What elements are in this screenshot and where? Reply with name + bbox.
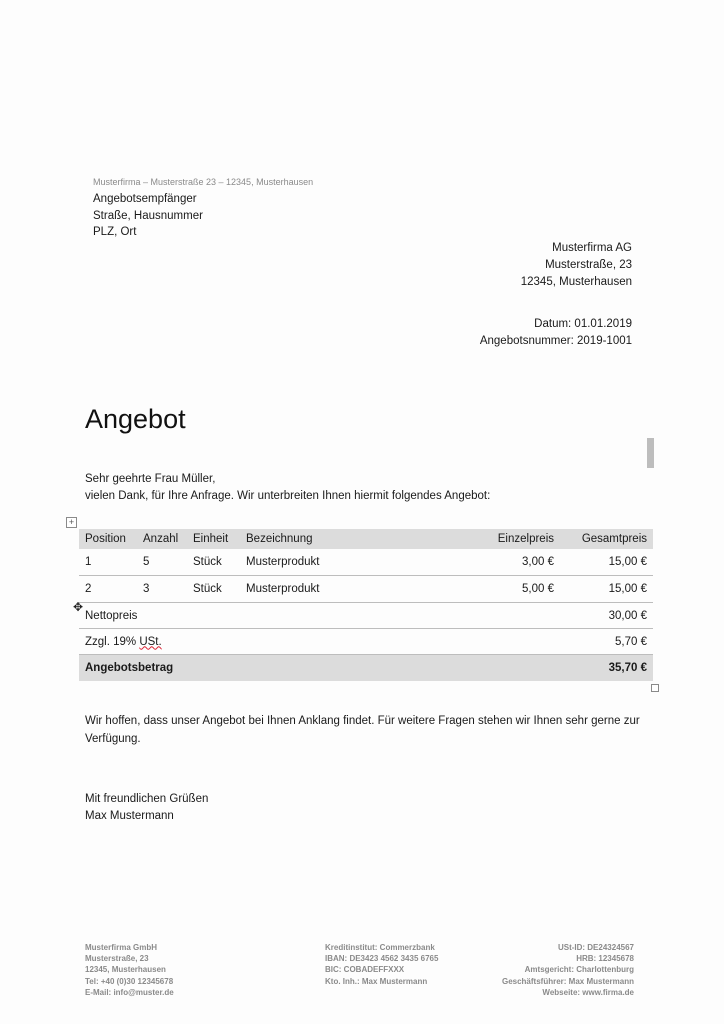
- recipient-name: Angebotsempfänger: [93, 193, 197, 205]
- total-value: 35,70 €: [560, 655, 653, 682]
- table-row: [79, 576, 653, 603]
- cell-bezeichnung: Musterprodukt: [240, 576, 470, 603]
- cell-anzahl: 3: [137, 576, 187, 603]
- footer-line: Kreditinstitut: Commerzbank: [325, 943, 435, 952]
- header-gesamtpreis: Gesamtpreis: [560, 529, 653, 549]
- footer-line: HRB: 12345678: [576, 954, 634, 964]
- footer-legal: [502, 942, 634, 998]
- sender-return-line: Musterfirma – Musterstraße 23 – 12345, Musterhausen: [93, 177, 314, 187]
- total-row: [79, 655, 653, 682]
- table-header-row: [79, 529, 653, 549]
- vat-label-prefix: Zzgl. 19%: [85, 635, 140, 648]
- offer-table: [79, 529, 653, 681]
- company-address: [521, 240, 632, 291]
- footer-line: IBAN: DE3423 4562 3435 6765: [325, 954, 439, 964]
- vat-label: [79, 629, 560, 655]
- move-icon[interactable]: ✥: [73, 600, 84, 614]
- cell-einzelpreis: 3,00 €: [470, 549, 560, 576]
- table-row: [79, 549, 653, 576]
- greeting: [85, 791, 208, 825]
- footer-line: Webseite: www.firma.de: [542, 987, 634, 997]
- cell-gesamtpreis: 15,00 €: [560, 549, 653, 576]
- scrollbar-thumb[interactable]: [647, 438, 654, 468]
- company-name: Musterfirma AG: [552, 242, 632, 254]
- header-bezeichnung: Bezeichnung: [240, 529, 470, 549]
- recipient-address: [93, 191, 203, 241]
- vat-label-ust: USt.: [139, 635, 162, 648]
- signature-name: Max Mustermann: [85, 810, 174, 822]
- salutation: Sehr geehrte Frau Müller,: [85, 473, 216, 485]
- header-position: Position: [79, 529, 137, 549]
- cell-einheit: Stück: [187, 576, 240, 603]
- intro-text: [85, 471, 490, 505]
- footer-line: Musterfirma GmbH: [85, 943, 158, 952]
- footer-line: USt-ID: DE24324567: [557, 943, 634, 952]
- header-einzelpreis: Einzelpreis: [470, 529, 560, 549]
- cell-einzelpreis: 5,00 €: [470, 576, 560, 603]
- header-einheit: Einheit: [187, 529, 240, 549]
- footer-line: 12345, Musterhausen: [85, 965, 166, 975]
- footer-line: Musterstraße, 23: [85, 954, 149, 964]
- offer-date: Datum: 01.01.2019: [534, 318, 632, 330]
- cell-einheit: Stück: [187, 549, 240, 576]
- cell-gesamtpreis: 15,00 €: [560, 576, 653, 603]
- header-anzahl: Anzahl: [137, 529, 187, 549]
- footer-line: Kto. Inh.: Max Mustermann: [325, 976, 428, 986]
- footer-line: Tel: +40 (0)30 12345678: [85, 976, 174, 986]
- net-row: [79, 603, 653, 629]
- footer-bank: [325, 942, 438, 987]
- company-street: Musterstraße, 23: [545, 259, 632, 271]
- net-label: Nettopreis: [79, 603, 560, 629]
- offer-number: Angebotsnummer: 2019-1001: [479, 335, 632, 347]
- table-resize-handle[interactable]: [651, 684, 659, 692]
- footer-line: Geschäftsführer: Max Mustermann: [501, 976, 634, 986]
- company-city: 12345, Musterhausen: [520, 276, 632, 288]
- footer-line: BIC: COBADEFFXXX: [325, 965, 405, 975]
- page-title: Angebot: [85, 404, 186, 434]
- greeting-phrase: Mit freundlichen Grüßen: [85, 793, 209, 805]
- closing-text: Wir hoffen, dass unser Angebot bei Ihnen Anklang findet. Für weitere Fragen stehen wir Ihnen sehr gerne zur Verfügung.: [85, 715, 640, 745]
- offer-meta: [480, 316, 632, 350]
- total-label: Angebotsbetrag: [79, 655, 560, 682]
- cell-anzahl: 5: [137, 549, 187, 576]
- cell-position: 1: [79, 549, 137, 576]
- recipient-city: PLZ, Ort: [93, 226, 137, 238]
- cell-position: 2: [79, 576, 137, 603]
- footer-line: E-Mail: info@muster.de: [85, 987, 174, 997]
- table-move-icon[interactable]: +: [66, 517, 77, 528]
- vat-value: 5,70 €: [560, 629, 653, 655]
- footer-line: Amtsgericht: Charlottenburg: [524, 965, 634, 975]
- cell-bezeichnung: Musterprodukt: [240, 549, 470, 576]
- footer-company: [85, 942, 174, 998]
- recipient-street: Straße, Hausnummer: [93, 209, 203, 222]
- intro-sentence: vielen Dank, für Ihre Anfrage. Wir unterbreiten Ihnen hiermit folgendes Angebot:: [85, 490, 491, 502]
- vat-row: [79, 629, 653, 655]
- net-value: 30,00 €: [560, 603, 653, 629]
